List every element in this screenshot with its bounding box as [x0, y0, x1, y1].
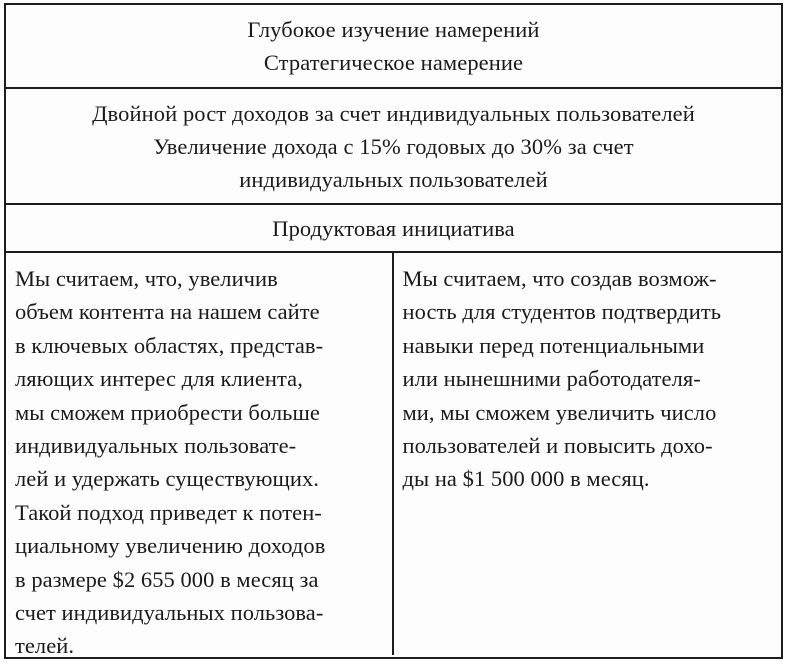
left-hypothesis-line: лей и удержать существующих.: [15, 466, 319, 492]
left-hypothesis-line: циальному увеличению доходов: [15, 533, 326, 559]
right-hypothesis-line: ность для студентов подтвердить: [402, 299, 722, 325]
hypothesis-cell-left: [6, 253, 394, 659]
objective-row: [6, 89, 781, 205]
left-hypothesis-line: ляющих интерес для клиента,: [15, 366, 303, 392]
hypothesis-cell-right: [394, 253, 782, 655]
initiative-header-row: [6, 205, 781, 253]
right-hypothesis-line: Мы считаем, что создав возмож-: [402, 266, 717, 291]
intent-header-row: [6, 5, 781, 89]
right-hypothesis-line: ми, мы сможем увеличить число: [402, 399, 717, 425]
objective-line-3: индивидуальных пользователей: [239, 166, 548, 192]
intent-header-line-1: Глубокое изучение намерений: [247, 17, 540, 42]
right-hypothesis-line: или нынешними работодателя-: [402, 366, 701, 392]
intent-header-line-2: Стратегическое намерение: [263, 50, 524, 75]
hypotheses-row: [6, 253, 781, 659]
objective-line-2: Увеличение дохода с 15% годовых до 30% за счет: [153, 133, 634, 159]
left-hypothesis-line: счет индивидуальных пользова-: [15, 600, 324, 626]
left-hypothesis-line: Такой подход приведет к потен-: [15, 499, 322, 525]
left-hypothesis-line: телей.: [15, 633, 74, 659]
right-hypothesis-line: навыки перед потенциальными: [402, 332, 705, 358]
left-hypothesis-line: объем контента на нашем сайте: [15, 299, 320, 325]
left-hypothesis-line: мы сможем приобрести больше: [15, 399, 320, 425]
left-hypothesis-line: индивидуальных пользовате-: [15, 433, 297, 459]
left-hypothesis-line: Мы считаем, что, увеличив: [15, 266, 278, 291]
left-hypothesis-line: в размере $2 655 000 в месяц за: [15, 566, 319, 592]
right-hypothesis-line: ды на $1 500 000 в месяц.: [402, 466, 650, 492]
right-hypothesis-line: пользователей и повысить дохо-: [402, 433, 713, 459]
objective-line-1: Двойной рост доходов за счет индивидуальных пользователей: [92, 100, 695, 126]
left-hypothesis-line: в ключевых областях, представ-: [15, 332, 324, 358]
initiative-header-label: Продуктовая инициатива: [272, 215, 515, 241]
strategic-intent-table: [4, 3, 783, 659]
